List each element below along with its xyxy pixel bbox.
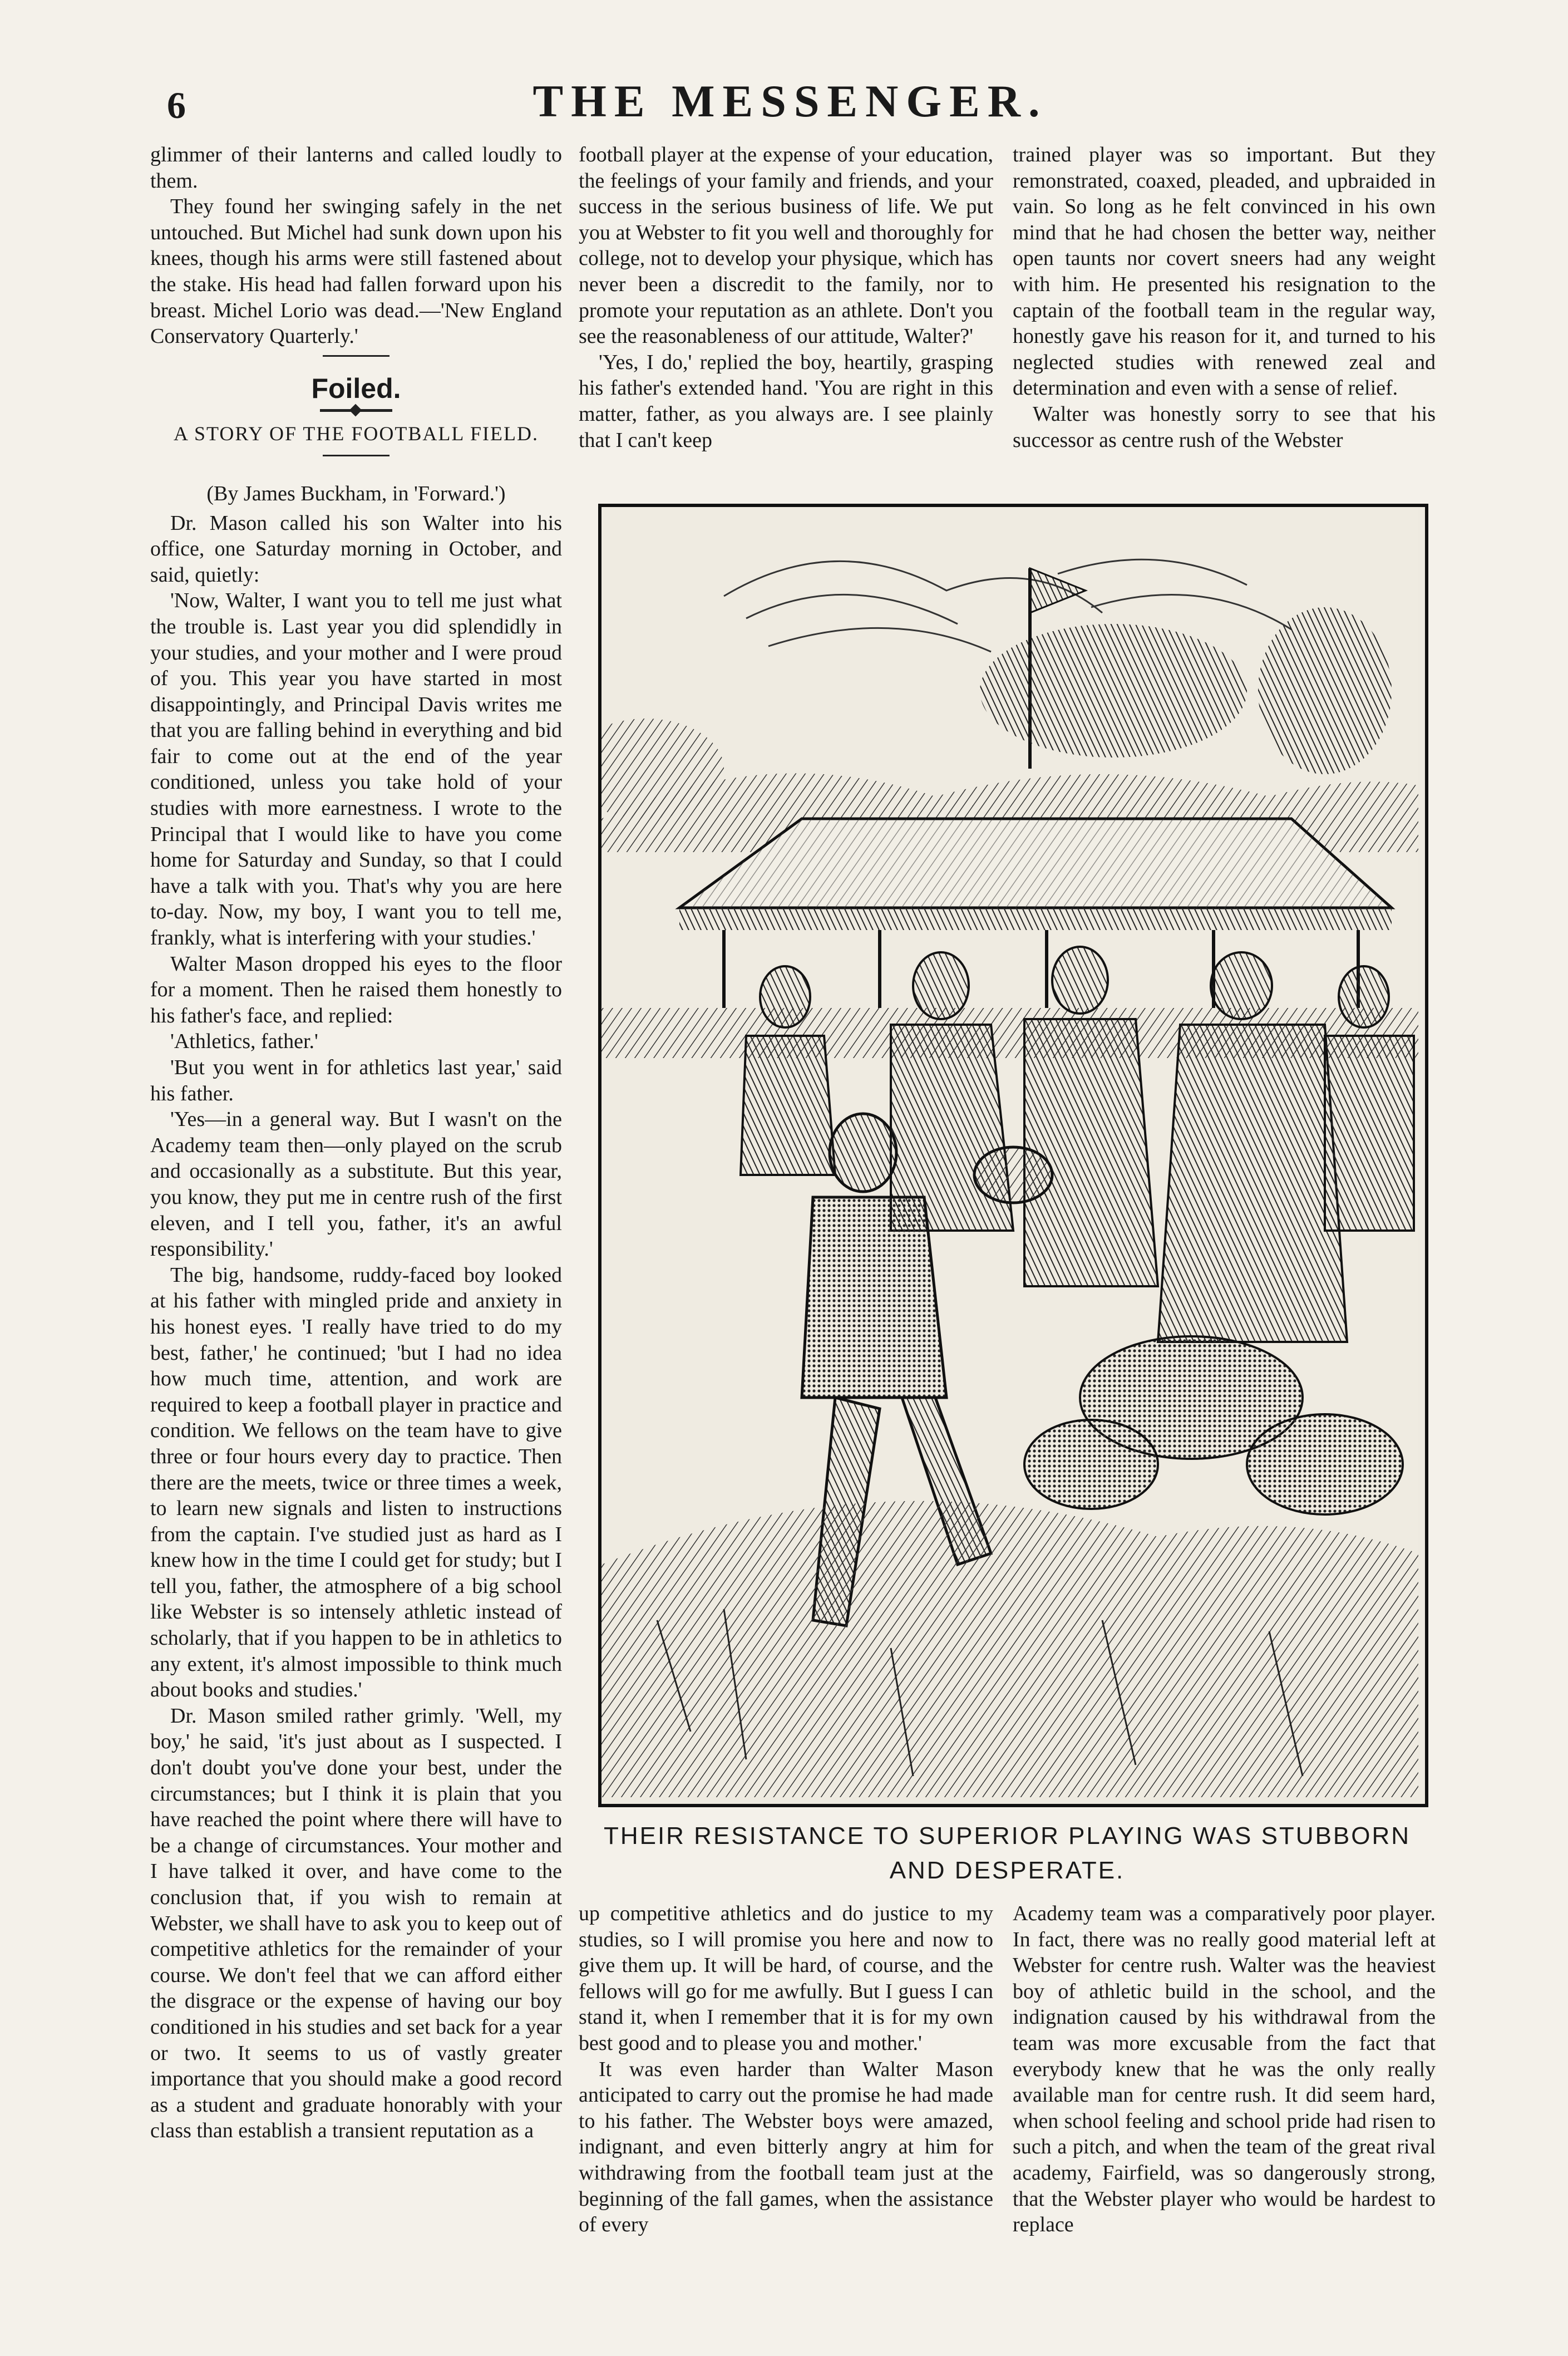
- illustration-caption: THEIR RESISTANCE TO SUPERIOR PLAYING WAS STUBBORN AND DESPERATE.: [603, 1822, 1411, 1884]
- story-end-paragraph: glimmer of their lanterns and called loudly to them.: [150, 143, 562, 193]
- column-2-bottom: [579, 1901, 993, 2238]
- column-2-top: [579, 142, 993, 453]
- story-paragraph: trained player was so important. But they remonstrated, coaxed, pleaded, and upbraided in vain. So long as he felt convinced in his own mind that he had chosen the better way, neither open taunts nor covert sneers had any weight with him. He presented his resignation to the captain of the football team in the regular way, honestly gave his reason for it, and turned to his neglected studies with renewed zeal and determination and even with a sense of relief.: [1013, 143, 1436, 400]
- story-paragraph: It was even harder than Walter Mason anticipated to carry out the promise he had made to his father. The Webster boys were amazed, indignant, and even bitterly angry at him for withdrawing from the football team just at the beginning of the fall games, when the assistance of every: [579, 2057, 993, 2237]
- column-3-bottom: [1013, 1901, 1436, 2238]
- section-divider: [323, 355, 389, 357]
- story-paragraph: up competitive athletics and do justice to my studies, so I will promise you here and now to give them up. It will be hard, of course, and the fellows will go for me awfully. But I guess I can stand it, when I remember that it is for my own best good and to please you and mother.': [579, 1902, 993, 2055]
- story-end-paragraph: They found her swinging safely in the net untouched. But Michel had sunk down upon his knees, though his arms were still fastened about the stake. His head had fallen forward upon his breast. Michel Lorio was dead.—'New England Conservatory Quarterly.': [150, 195, 562, 348]
- column-1: [150, 142, 562, 2144]
- ornament-divider: [320, 409, 392, 412]
- story-paragraph: 'Now, Walter, I want you to tell me just what the trouble is. Last year you did splendidly in your studies, and your mother and I were proud of you. This year you have started in most disappointingly, and Principal Davis writes me that you are falling behind in everything and bid fair to come out at the end of the year conditioned, unless you take hold of your studies with more earnestness. I wrote to the Principal that I would like to have you come home for Saturday and Sunday, so that I could have a talk with you. That's why you are here to-day. Now, my boy, I want you to tell me, frankly, what is interfering with your studies.': [150, 589, 562, 950]
- story-paragraph: football player at the expense of your education, the feelings of your family and friends, and your success in the serious business of life. We put you at Webster to fit you well and thoroughly for college, not to develop your physique, which has never been a discredit to the family, nor to promote your reputation as an athlete. Don't you see the reasonableness of our attitude, Walter?': [579, 143, 993, 348]
- page-number: 6: [167, 84, 186, 126]
- story-subtitle: A STORY OF THE FOOTBALL FIELD.: [173, 422, 539, 445]
- section-divider: [323, 455, 389, 456]
- story-paragraph: 'Yes—in a general way. But I wasn't on the Academy team then—only played on the scrub and occasionally as a substitute. But this year, you know, they put me in centre rush of the first eleven, and I tell you, father, it's an awful responsibility.': [150, 1108, 562, 1261]
- story-paragraph: Dr. Mason called his son Walter into his office, one Saturday morning in October, and said, quietly:: [150, 511, 562, 587]
- story-paragraph: Academy team was a comparatively poor player. In fact, there was no really good material left at Webster for centre rush. Walter was the heaviest boy of athletic build in the school, and the indignation caused by his withdrawal from the team was more excusable from the fact that everybody knew that he was the only really available man for centre rush. It did seem hard, when school feeling and school pride had risen to such a pitch, and when the team of the great rival academy, Fairfield, was so dangerously strong, that the Webster player who would be hardest to replace: [1013, 1902, 1436, 2237]
- story-byline: (By James Buckham, in 'Forward.'): [206, 481, 506, 505]
- football-illustration: [598, 504, 1428, 1807]
- newspaper-title: THE MESSENGER.: [532, 76, 1048, 126]
- story-paragraph: 'Athletics, father.': [170, 1030, 318, 1054]
- story-paragraph: The big, handsome, ruddy-faced boy looked at his father with mingled pride and anxiety in his honest eyes. 'I really have tried to do my best, father,' he continued; 'but I had no idea how much time, attention, and work are required to keep a football player in practice and condition. We fellows on the team have to give three or four hours every day to practice. Then there are the meets, twice or three times a week, to learn new signals and listen to instructions from the captain. I've studied just as hard as I knew how in the time I could get for study; but I tell you, father, the atmosphere of a big school like Webster is so intensely athletic instead of scholarly, that if you happen to be in athletics to any extent, it's almost impossible to think much about books and studies.': [150, 1263, 562, 1702]
- story-title: Foiled.: [311, 372, 401, 404]
- engraving-drawing: [601, 507, 1418, 1797]
- story-paragraph: 'But you went in for athletics last year,' said his father.: [150, 1056, 562, 1105]
- story-paragraph: Walter was honestly sorry to see that his successor as centre rush of the Webster: [1013, 402, 1436, 452]
- story-paragraph: 'Yes, I do,' replied the boy, heartily, grasping his father's extended hand. 'You are right in this matter, father, as you always are. I see plainly that I can't keep: [579, 350, 993, 452]
- column-3-top: [1013, 142, 1436, 453]
- story-paragraph: Dr. Mason smiled rather grimly. 'Well, my boy,' he said, 'it's just about as I suspected. I don't doubt you've done your best, under the circumstances; but I think it is plain that you have reached the point where there will have to be a change of circumstances. Your mother and I have talked it over, and have come to the conclusion that, if you wish to remain at Webster, we shall have to ask you to keep out of competitive athletics for the remainder of your course. We don't feel that we can afford either the disgrace or the expense of having our boy conditioned in his studies and set back for a year or two. It seems to us of vastly greater importance that you should make a good record as a student and graduate honorably with your class than establish a transient reputation as a: [150, 1704, 562, 2143]
- story-paragraph: Walter Mason dropped his eyes to the floor for a moment. Then he raised them honestly to his father's face, and replied:: [150, 952, 562, 1027]
